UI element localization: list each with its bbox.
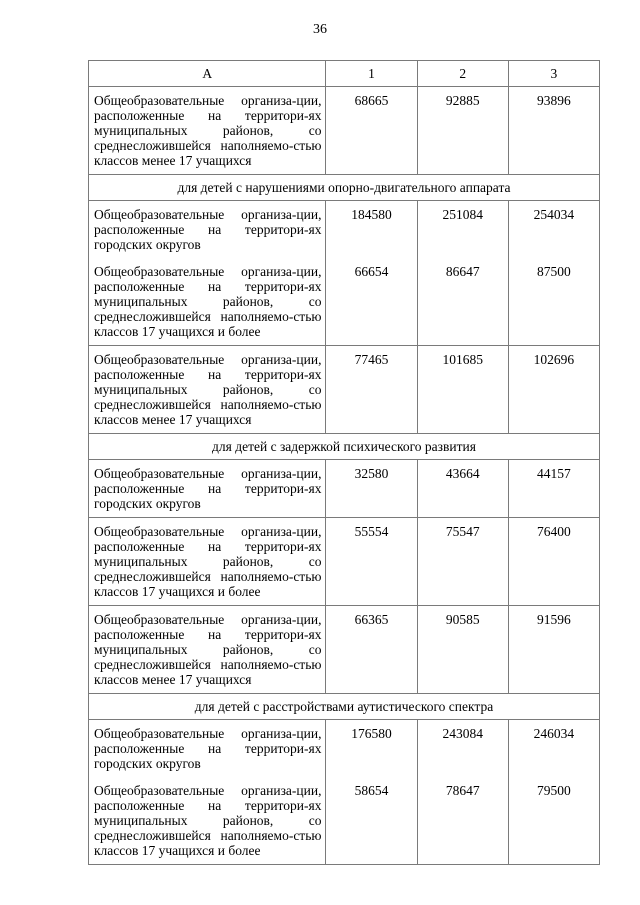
row-description: Общеобразовательные организа-ции, расположенные на территори-ях муниципальных районов, со среднесложившейся наполняемо-стью классов менее 17 учащихся bbox=[89, 606, 326, 694]
category-row bbox=[89, 434, 600, 460]
header-col-1: 1 bbox=[326, 61, 417, 87]
header-col-a: А bbox=[89, 61, 326, 87]
table-row bbox=[89, 720, 600, 778]
row-description: Общеобразовательные организа-ции, расположенные на территори-ях муниципальных районов, со среднесложившейся наполняемо-стью классов 17 учащихся и более bbox=[89, 777, 326, 865]
row-value-3: 102696 bbox=[508, 346, 599, 434]
table-row bbox=[89, 201, 600, 259]
row-value-2: 78647 bbox=[417, 777, 508, 865]
row-value-2: 75547 bbox=[417, 518, 508, 606]
row-description: Общеобразовательные организа-ции, расположенные на территори-ях городских округов bbox=[89, 460, 326, 518]
header-col-3: 3 bbox=[508, 61, 599, 87]
row-description: Общеобразовательные организа-ции, расположенные на территори-ях муниципальных районов, со среднесложившейся наполняемо-стью классов 17 учащихся и более bbox=[89, 518, 326, 606]
row-value-1: 184580 bbox=[326, 201, 417, 259]
row-value-2: 86647 bbox=[417, 258, 508, 346]
row-value-1: 68665 bbox=[326, 87, 417, 175]
row-value-3: 254034 bbox=[508, 201, 599, 259]
row-value-3: 44157 bbox=[508, 460, 599, 518]
row-value-3: 76400 bbox=[508, 518, 599, 606]
row-value-1: 58654 bbox=[326, 777, 417, 865]
row-value-3: 87500 bbox=[508, 258, 599, 346]
row-description: Общеобразовательные организа-ции, расположенные на территори-ях муниципальных районов, со среднесложившейся наполняемо-стью классов менее 17 учащихся bbox=[89, 346, 326, 434]
row-value-2: 43664 bbox=[417, 460, 508, 518]
category-row bbox=[89, 694, 600, 720]
table-row bbox=[89, 258, 600, 346]
row-value-1: 77465 bbox=[326, 346, 417, 434]
category-row bbox=[89, 175, 600, 201]
table-header-row bbox=[89, 61, 600, 87]
funding-table bbox=[88, 60, 600, 865]
table-row bbox=[89, 87, 600, 175]
row-value-1: 32580 bbox=[326, 460, 417, 518]
row-value-3: 93896 bbox=[508, 87, 599, 175]
table-row bbox=[89, 346, 600, 434]
category-heading: для детей с расстройствами аутистического спектра bbox=[89, 694, 600, 720]
row-value-2: 92885 bbox=[417, 87, 508, 175]
table-row bbox=[89, 777, 600, 865]
row-value-3: 91596 bbox=[508, 606, 599, 694]
row-value-1: 66654 bbox=[326, 258, 417, 346]
row-value-1: 66365 bbox=[326, 606, 417, 694]
table-row bbox=[89, 518, 600, 606]
row-value-2: 251084 bbox=[417, 201, 508, 259]
row-description: Общеобразовательные организа-ции, расположенные на территори-ях городских округов bbox=[89, 720, 326, 778]
row-value-3: 246034 bbox=[508, 720, 599, 778]
row-value-2: 101685 bbox=[417, 346, 508, 434]
row-value-2: 90585 bbox=[417, 606, 508, 694]
page-number: 36 bbox=[313, 22, 327, 37]
row-value-2: 243084 bbox=[417, 720, 508, 778]
row-description: Общеобразовательные организа-ции, расположенные на территори-ях муниципальных районов, со среднесложившейся наполняемо-стью классов менее 17 учащихся bbox=[89, 87, 326, 175]
table-row bbox=[89, 460, 600, 518]
category-heading: для детей с задержкой психического развития bbox=[89, 434, 600, 460]
row-value-3: 79500 bbox=[508, 777, 599, 865]
row-value-1: 55554 bbox=[326, 518, 417, 606]
category-heading: для детей с нарушениями опорно-двигательного аппарата bbox=[89, 175, 600, 201]
row-value-1: 176580 bbox=[326, 720, 417, 778]
row-description: Общеобразовательные организа-ции, расположенные на территори-ях городских округов bbox=[89, 201, 326, 259]
table-row bbox=[89, 606, 600, 694]
header-col-2: 2 bbox=[417, 61, 508, 87]
row-description: Общеобразовательные организа-ции, расположенные на территори-ях муниципальных районов, со среднесложившейся наполняемо-стью классов 17 учащихся и более bbox=[89, 258, 326, 346]
